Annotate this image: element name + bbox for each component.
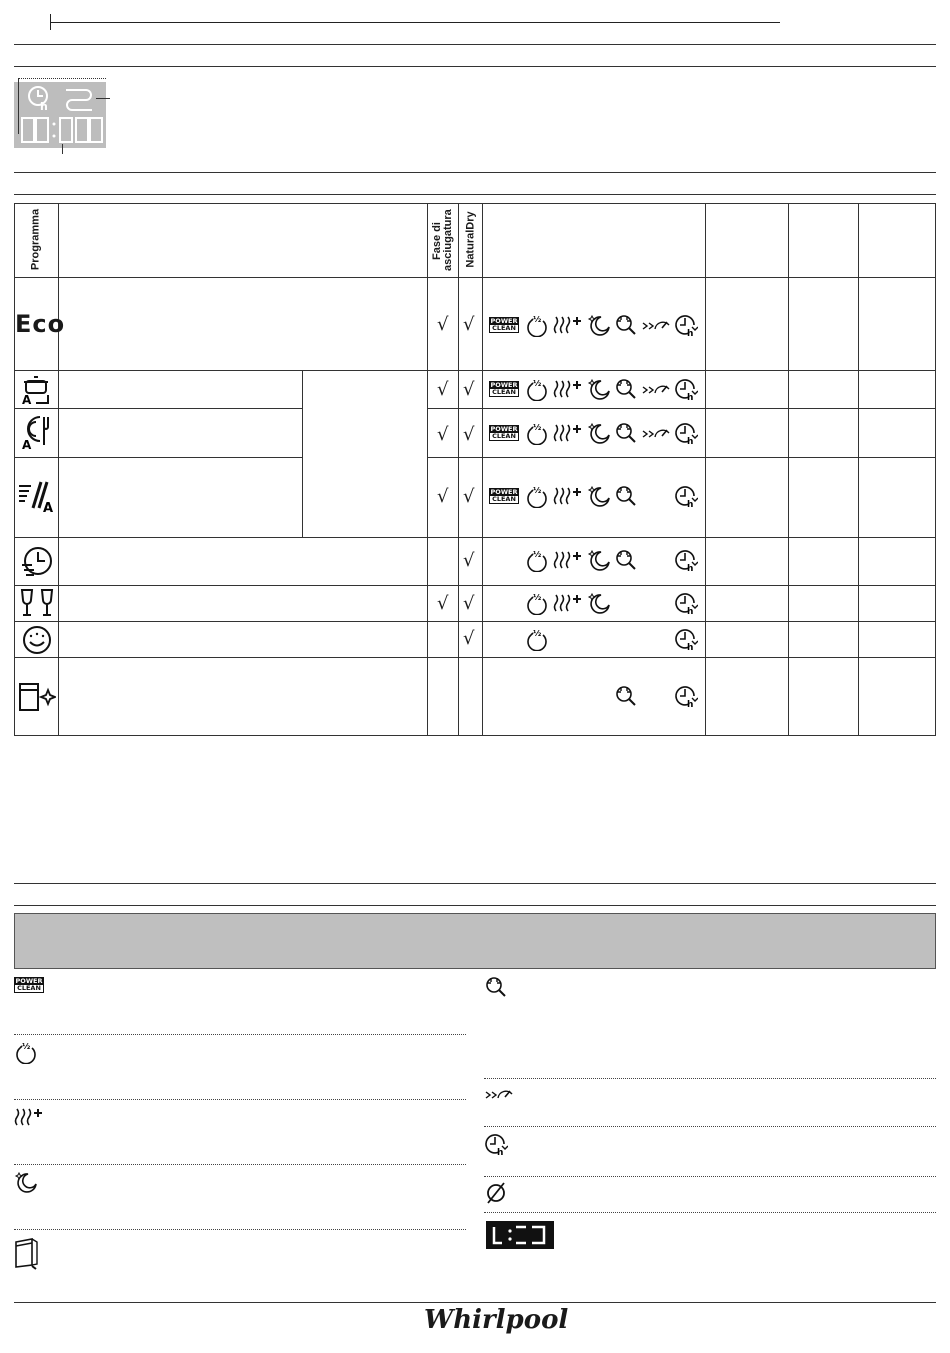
machine-care-icon xyxy=(18,682,56,712)
power-clean-icon: POWER CLEAN xyxy=(15,977,43,992)
sanitize-icon xyxy=(587,421,611,445)
drying-check: √ xyxy=(437,486,449,507)
table-row-line xyxy=(14,408,302,409)
natural-check: √ xyxy=(463,593,475,614)
section-rule xyxy=(14,66,936,67)
natural-check: √ xyxy=(463,628,475,649)
half-load-icon xyxy=(525,548,549,572)
rinse-programme-icon xyxy=(22,625,52,655)
delay-start-icon xyxy=(674,377,698,401)
timed-programme-icon xyxy=(20,545,52,577)
top-rule xyxy=(50,22,780,23)
power-clean-icon: POWER CLEAN xyxy=(490,381,518,396)
svg-text:h: h xyxy=(40,100,48,113)
sanitize-icon xyxy=(587,484,611,508)
sanitize-icon xyxy=(587,548,611,572)
natural-check: √ xyxy=(463,379,475,400)
extra-dry-icon xyxy=(553,591,583,615)
section-rule xyxy=(14,172,936,173)
extra-dry-icon xyxy=(553,421,583,445)
turbo-icon xyxy=(484,1082,514,1106)
header-drying-text: Fase di asciugatura xyxy=(431,209,454,271)
natural-check: √ xyxy=(463,424,475,445)
eco-programme-label: Eco xyxy=(15,310,66,338)
table-row-line xyxy=(427,457,936,458)
delay-start-icon xyxy=(674,627,698,651)
callout-line xyxy=(96,98,110,99)
callout-line xyxy=(62,144,63,154)
table-row-line xyxy=(14,537,936,538)
natural-check: √ xyxy=(463,550,475,571)
drying-check: √ xyxy=(437,379,449,400)
table-row-line xyxy=(14,277,936,278)
intensive-pot-icon xyxy=(20,373,52,405)
sanitize-icon xyxy=(587,313,611,337)
legend-separator xyxy=(14,1164,466,1165)
table-row-line xyxy=(427,408,936,409)
footer-rule xyxy=(14,1302,936,1303)
header-naturaldry: NaturalDry xyxy=(464,211,477,268)
delay-start-icon xyxy=(674,484,698,508)
table-row-line xyxy=(14,585,936,586)
drying-check: √ xyxy=(437,424,449,445)
half-load-icon xyxy=(14,1040,38,1064)
drying-check: √ xyxy=(437,593,449,614)
quick-check-icon xyxy=(614,421,638,445)
section-rule xyxy=(14,883,936,884)
half-load-icon xyxy=(525,627,549,651)
display-icon xyxy=(486,1221,554,1249)
turbo-icon xyxy=(641,421,671,445)
section-rule xyxy=(14,194,936,195)
auto-glasses-icon xyxy=(17,478,57,514)
turbo-icon xyxy=(641,377,671,401)
power-clean-icon: POWER CLEAN xyxy=(490,488,518,503)
extra-dry-icon xyxy=(553,548,583,572)
quick-check-icon xyxy=(614,684,638,708)
dishwasher-icon xyxy=(12,1236,42,1270)
delay-start-icon xyxy=(674,313,698,337)
half-load-icon xyxy=(525,484,549,508)
drying-check: √ xyxy=(437,314,449,335)
display-segments-icon xyxy=(486,1221,554,1249)
delay-start-icon xyxy=(674,421,698,445)
top-rule-tick xyxy=(50,14,51,30)
table-col-line xyxy=(302,370,303,537)
legend-separator xyxy=(14,1034,466,1035)
header-programma: Programma xyxy=(29,208,42,271)
brand-logo: Whirlpool xyxy=(424,1305,569,1335)
section-rule xyxy=(14,905,936,906)
glasses-programme-icon xyxy=(19,588,55,618)
natural-check: √ xyxy=(463,314,475,335)
delay-start-icon xyxy=(674,591,698,615)
quick-check-icon xyxy=(614,313,638,337)
sanitize-icon xyxy=(587,377,611,401)
extra-dry-icon xyxy=(553,313,583,337)
quick-check-icon xyxy=(614,548,638,572)
delay-start-icon xyxy=(674,548,698,572)
svg-text:A: A xyxy=(43,501,54,514)
extra-dry-icon xyxy=(553,377,583,401)
extra-dry-icon xyxy=(14,1105,44,1129)
quick-check-icon xyxy=(614,484,638,508)
turbo-icon xyxy=(641,313,671,337)
legend-separator xyxy=(484,1078,936,1079)
table-row-line xyxy=(14,621,936,622)
quick-check-icon xyxy=(614,377,638,401)
half-load-icon xyxy=(525,313,549,337)
callout-line xyxy=(18,78,106,79)
delay-start-icon xyxy=(674,684,698,708)
auto-cutlery-icon xyxy=(20,413,52,451)
display-panel-illustration xyxy=(14,82,106,148)
power-clean-icon: POWER CLEAN xyxy=(490,317,518,332)
options-header-band xyxy=(14,913,936,969)
callout-line xyxy=(18,78,19,134)
extra-dry-icon xyxy=(553,484,583,508)
table-row-line xyxy=(14,657,936,658)
table-row-line xyxy=(14,457,302,458)
half-load-icon xyxy=(525,591,549,615)
legend-separator xyxy=(14,1099,466,1100)
quick-check-icon xyxy=(484,975,508,999)
no-tablet-icon xyxy=(484,1181,508,1205)
sanitize-icon xyxy=(587,591,611,615)
svg-text:A: A xyxy=(22,393,32,405)
header-drying xyxy=(432,206,454,276)
legend-separator xyxy=(484,1212,936,1213)
sanitize-icon xyxy=(14,1170,38,1194)
legend-separator xyxy=(484,1176,936,1177)
half-load-icon xyxy=(525,421,549,445)
table-row-line xyxy=(14,370,936,371)
display-digits-icon xyxy=(14,82,106,148)
legend-separator xyxy=(484,1126,936,1127)
delay-start-icon xyxy=(484,1132,508,1156)
section-rule xyxy=(14,44,936,45)
legend-separator xyxy=(14,1229,466,1230)
natural-check: √ xyxy=(463,486,475,507)
half-load-icon xyxy=(525,377,549,401)
svg-text:A: A xyxy=(22,438,32,451)
power-clean-icon: POWER CLEAN xyxy=(490,425,518,440)
